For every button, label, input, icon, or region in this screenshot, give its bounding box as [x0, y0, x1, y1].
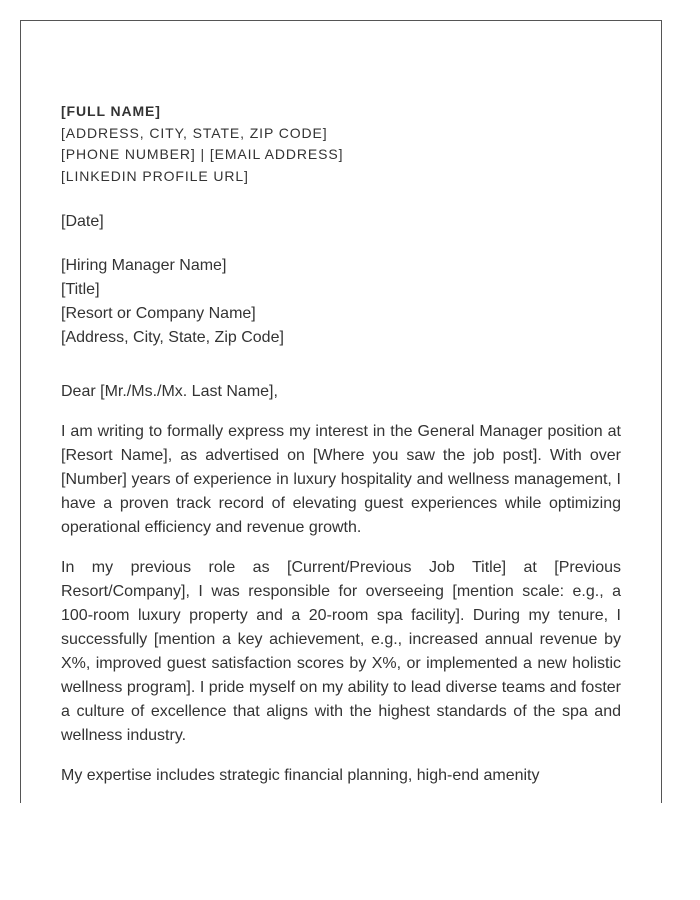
recipient-name: [Hiring Manager Name]	[61, 257, 227, 274]
letter-date: [Date]	[61, 213, 104, 230]
body-paragraph: I am writing to formally express my interest in the General Manager position at [Resort Name], as advertised on [Where you saw the job post]. With over [Number] years of experience in luxury hospitality and wellness management, I have a proven track record of elevating guest experiences while optimizing operational efficiency and revenue growth.	[61, 423, 621, 536]
recipient-company: [Resort or Company Name]	[61, 305, 256, 322]
recipient-block	[61, 254, 621, 350]
recipient-title: [Title]	[61, 281, 100, 298]
body-paragraph: My expertise includes strategic financial planning, high-end amenity	[61, 767, 540, 784]
recipient-address: [Address, City, State, Zip Code]	[61, 329, 284, 346]
sender-contact: [PHONE NUMBER] | [EMAIL ADDRESS]	[61, 146, 344, 162]
sender-address: [ADDRESS, CITY, STATE, ZIP CODE]	[61, 124, 328, 141]
sender-full-name: [FULL NAME]	[61, 103, 161, 119]
salutation: Dear [Mr./Ms./Mx. Last Name],	[61, 383, 278, 400]
body-paragraph: In my previous role as [Current/Previous Job Title] at [Previous Resort/Company], I was responsible for overseeing [mention scale: e.g., a 100-room luxury property and a 20-room spa facility]. During my tenure, I successfully [mention a key achievement, e.g., increased annual revenue by X%, improved guest satisfaction scores by X%, or implemented a new holistic wellness program]. I pride myself on my ability to lead diverse teams and foster a culture of excellence that aligns with the highest standards of the spa and wellness industry.	[61, 559, 621, 744]
document-page	[20, 20, 662, 803]
sender-header	[61, 101, 621, 187]
letter-content	[61, 101, 621, 803]
sender-linkedin: [LINKEDIN PROFILE URL]	[61, 167, 249, 184]
